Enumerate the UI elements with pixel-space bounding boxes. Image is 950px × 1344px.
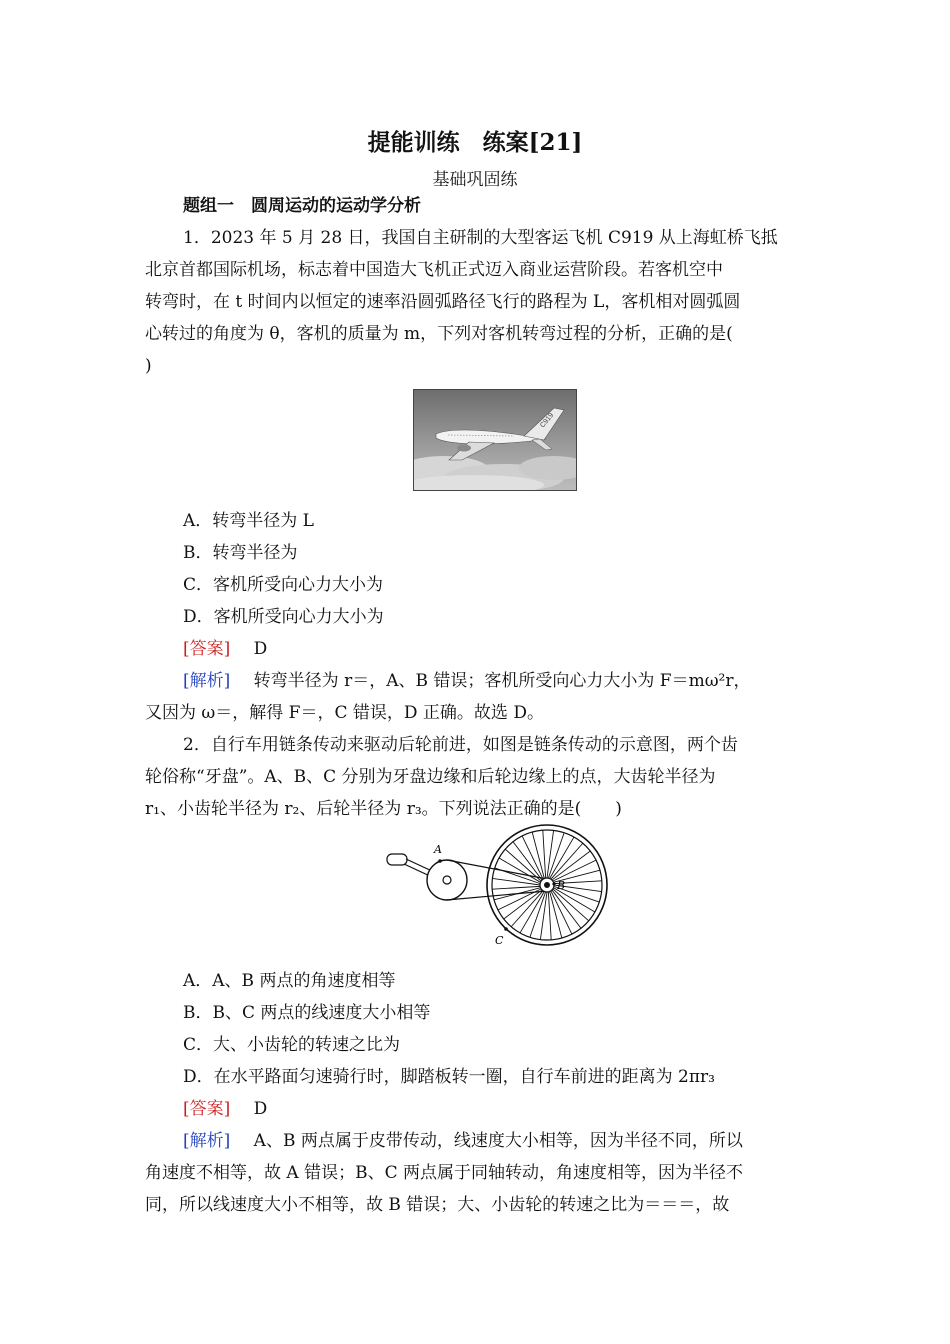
page-title: 提能训练 练案[21] [367, 129, 583, 156]
q1-option-b: B．转弯半径为 [183, 543, 298, 563]
q2-option-d: D．在水平路面匀速骑行时，脚踏板转一圈，自行车前进的距离为 2πr₃ [183, 1067, 715, 1087]
answer-label: [答案] [183, 1099, 231, 1119]
q2-analysis-3: 同，所以线速度大小不相等，故 B 错误；大、小齿轮的转速之比为＝＝＝，故 [145, 1195, 730, 1215]
q2-line-3: r₁、小齿轮半径为 r₂、后轮半径为 r₃。下列说法正确的是( ) [145, 799, 622, 819]
answer-value: D [253, 1099, 268, 1119]
analysis-text: 转弯半径为 r＝，A、B 错误；客机所受向心力大小为 F＝mω²r， [253, 671, 751, 691]
q1-option-c: C．客机所受向心力大小为 [183, 575, 384, 595]
wheel-spoke [495, 868, 540, 884]
label-c: C [495, 934, 504, 947]
wheel-spoke [550, 891, 562, 938]
q1-line-1: 1．2023 年 5 月 28 日，我国自主研制的大型客运飞机 C919 从上海虹桥飞抵 [183, 228, 778, 248]
airplane-image [414, 390, 576, 490]
wheel-spoke [543, 830, 546, 878]
answer-label: [答案] [183, 639, 231, 659]
q1-line-4: 心转过的角度为 θ，客机的质量为 m，下列对客机转弯过程的分析，正确的是( [145, 324, 733, 344]
q2-option-c: C．大、小齿轮的转速之比为 [183, 1035, 401, 1055]
wheel-spoke [548, 833, 564, 878]
wheel-spoke [530, 892, 546, 937]
label-a: A [434, 843, 442, 856]
q2-option-a: A．A、B 两点的角速度相等 [183, 971, 396, 991]
wheel-spoke [492, 878, 540, 885]
svg-text:C919: C919 [539, 411, 556, 430]
section-subtitle: 基础巩固练 [432, 170, 518, 190]
wheel-spoke [532, 832, 544, 879]
chain-drive-svg [380, 823, 610, 951]
q2-analysis-1 [183, 1129, 805, 1153]
q2-analysis-2: 角速度不相等，故 A 错误；B、C 两点属于同轴转动，角速度相等，因为半径不 [145, 1163, 743, 1183]
answer-value: D [253, 639, 268, 659]
q1-analysis-2: 又因为 ω＝，解得 F＝，C 错误，D 正确。故选 D。 [145, 703, 544, 723]
wheel-spoke [540, 892, 547, 940]
wheel-spoke [494, 888, 541, 900]
point-c [504, 927, 508, 931]
point-a [438, 859, 442, 863]
analysis-label: [解析] [183, 1131, 231, 1151]
q1-analysis-1 [183, 669, 805, 693]
wheel-spoke [492, 886, 540, 889]
pedal [387, 854, 407, 865]
q1-answer [183, 637, 805, 661]
analysis-label: [解析] [183, 671, 231, 691]
q1-option-d: D．客机所受向心力大小为 [183, 607, 384, 627]
q2-option-b: B．B、C 两点的线速度大小相等 [183, 1003, 431, 1023]
point-b [552, 882, 555, 885]
q1-line-5: ) [145, 356, 152, 376]
q1-line-2: 北京首都国际机场，标志着中国造大飞机正式迈入商业运营阶段。若客机空中 [145, 260, 723, 280]
group-heading: 题组一 圆周运动的运动学分析 [183, 196, 421, 216]
q2-line-2: 轮俗称“牙盘”。A、B、C 分别为牙盘边缘和后轮边缘上的点，大齿轮半径为 [145, 767, 716, 787]
wheel-spoke [548, 892, 551, 940]
chain-drive-diagram [380, 823, 610, 951]
q2-line-1: 2．自行车用链条传动来驱动后轮前进，如图是链条传动的示意图，两个齿 [183, 735, 738, 755]
q1-line-3: 转弯时，在 t 时间内以恒定的速率沿圆弧路径飞行的路程为 L，客机相对圆弧圆 [145, 292, 741, 312]
q2-answer [183, 1097, 805, 1121]
label-b: B [557, 879, 566, 892]
analysis-text: A、B 两点属于皮带传动，线速度大小相等，因为半径不同，所以 [253, 1131, 743, 1151]
airplane-photo [413, 389, 577, 491]
wheel-spoke [547, 830, 554, 878]
q1-option-a: A．转弯半径为 L [183, 511, 314, 531]
